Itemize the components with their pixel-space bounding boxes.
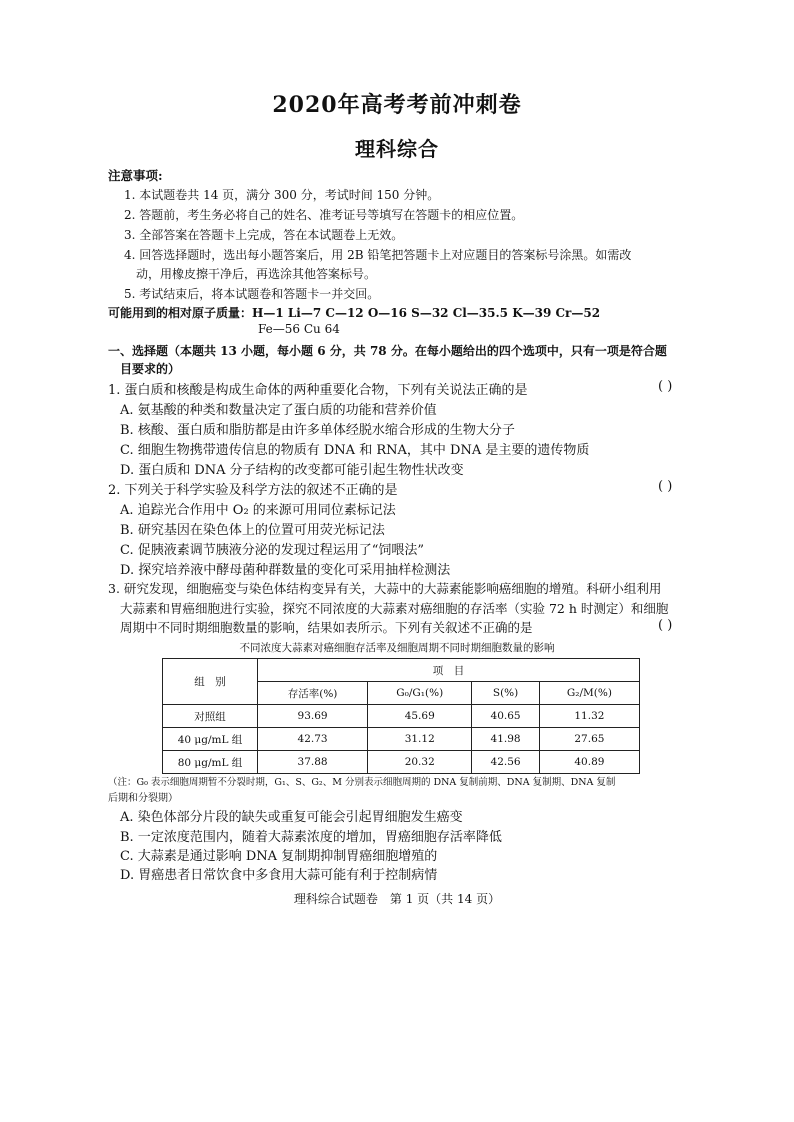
table-cell: 42.56: [472, 751, 540, 774]
notice-item: 2. 答题前，考生务必将自己的姓名、准考证号等填写在答题卡的相应位置。: [124, 208, 524, 222]
table-cell: 45.69: [368, 705, 472, 728]
table-cell: 27.65: [539, 728, 639, 751]
section-heading: 一、选择题（本题共 13 小题，每小题 6 分，共 78 分。在每小题给出的四个选项中，只有一项是符合题: [108, 344, 667, 358]
answer-bracket: ( ): [658, 618, 673, 633]
section-heading: 目要求的）: [120, 362, 181, 376]
question-stem: 周期中不同时期细胞数量的影响，结果如表所示。下列有关叙述不正确的是: [120, 620, 533, 635]
question-stem: 3. 研究发现，细胞癌变与染色体结构变异有关，大蒜中的大蒜素能影响癌细胞的增殖。科研小组利用: [108, 581, 662, 596]
table-row: [163, 705, 640, 728]
page-subtitle: 理科综合: [355, 137, 439, 161]
table-cell: 41.98: [472, 728, 540, 751]
notice-item: 3. 全部答案在答题卡上完成，答在本试题卷上无效。: [124, 228, 404, 242]
notice-item: 动，用橡皮擦干净后，再选涂其他答案标号。: [136, 267, 377, 281]
question-stem: 1. 蛋白质和核酸是构成生命体的两种重要化合物，下列有关说法正确的是: [108, 383, 528, 398]
table-column-header: 存活率(%): [258, 682, 368, 705]
table-column-header: G₂/M(%): [539, 682, 639, 705]
option-d: D. 胃癌患者日常饮食中多食用大蒜可能有利于控制病情: [120, 868, 438, 883]
table-cell: 40 μg/mL 组: [163, 728, 258, 751]
table-column-header: S(%): [472, 682, 540, 705]
table-cell: 对照组: [163, 705, 258, 728]
table-cell: 40.65: [472, 705, 540, 728]
option-d: D. 探究培养液中酵母菌种群数量的变化可采用抽样检测法: [120, 563, 451, 578]
notice-item: 1. 本试题卷共 14 页，满分 300 分，考试时间 150 分钟。: [124, 188, 440, 202]
option-b: B. 一定浓度范围内，随着大蒜素浓度的增加，胃癌细胞存活率降低: [120, 830, 502, 845]
table-cell: 11.32: [539, 705, 639, 728]
answer-bracket: ( ): [658, 479, 673, 494]
answer-bracket: ( ): [658, 379, 673, 394]
option-c: C. 细胞生物携带遗传信息的物质有 DNA 和 RNA，其中 DNA 是主要的遗传物质: [120, 443, 590, 458]
table-cell: 20.32: [368, 751, 472, 774]
option-a: A. 追踪光合作用中 O₂ 的来源可用同位素标记法: [120, 503, 396, 518]
atomic-mass-line: 可能用到的相对原子质量：H—1 Li—7 C—12 O—16 S—32 Cl—35.5 K—39 Cr—52: [108, 306, 601, 320]
option-c: C. 促胰液素调节胰液分泌的发现过程运用了“饲喂法”: [120, 543, 425, 558]
option-a: A. 氨基酸的种类和数量决定了蛋白质的功能和营养价值: [120, 403, 437, 418]
option-b: B. 核酸、蛋白质和脂肪都是由许多单体经脱水缩合形成的生物大分子: [120, 423, 515, 438]
table-row: [163, 751, 640, 774]
option-d: D. 蛋白质和 DNA 分子结构的改变都可能引起生物性状改变: [120, 463, 464, 478]
notice-heading: 注意事项:: [108, 168, 163, 183]
table-cell: 37.88: [258, 751, 368, 774]
question-stem: 大蒜素和胃癌细胞进行实验，探究不同浓度的大蒜素对癌细胞的存活率（实验 72 h 时测定）和细胞: [120, 601, 669, 616]
table-header-group: 组 别: [163, 659, 258, 705]
table-column-header: G₀/G₁(%): [368, 682, 472, 705]
table-cell: 80 μg/mL 组: [163, 751, 258, 774]
data-table: [162, 658, 640, 774]
notice-item: 4. 回答选择题时，选出每小题答案后，用 2B 铅笔把答题卡上对应题目的答案标号涂黑。如需改: [124, 248, 632, 262]
table-cell: 31.12: [368, 728, 472, 751]
question-stem: 2. 下列关于科学实验及科学方法的叙述不正确的是: [108, 483, 398, 498]
notice-item: 5. 考试结束后，将本试题卷和答题卡一并交回。: [124, 287, 380, 301]
table-row: [163, 728, 640, 751]
table-cell: 42.73: [258, 728, 368, 751]
option-c: C. 大蒜素是通过影响 DNA 复制期抑制胃癌细胞增殖的: [120, 849, 438, 864]
table-header-items: 项 目: [258, 659, 640, 682]
table-caption: 不同浓度大蒜素对癌细胞存活率及细胞周期不同时期细胞数量的影响: [239, 642, 555, 654]
page-footer: 理科综合试题卷 第 1 页（共 14 页）: [293, 892, 501, 906]
page-title: 2020年高考考前冲刺卷: [272, 92, 522, 118]
atomic-mass-line: Fe—56 Cu 64: [258, 322, 340, 336]
table-note: （注：G₀ 表示细胞周期暂不分裂时期，G₁、S、G₂、M 分别表示细胞周期的 DNA 复制前期、DNA 复制期、DNA 复制: [108, 777, 616, 788]
option-a: A. 染色体部分片段的缺失或重复可能会引起胃细胞发生癌变: [120, 810, 463, 825]
table-cell: 93.69: [258, 705, 368, 728]
option-b: B. 研究基因在染色体上的位置可用荧光标记法: [120, 523, 385, 538]
table-note: 后期和分裂期）: [108, 793, 178, 804]
table-cell: 40.89: [539, 751, 639, 774]
